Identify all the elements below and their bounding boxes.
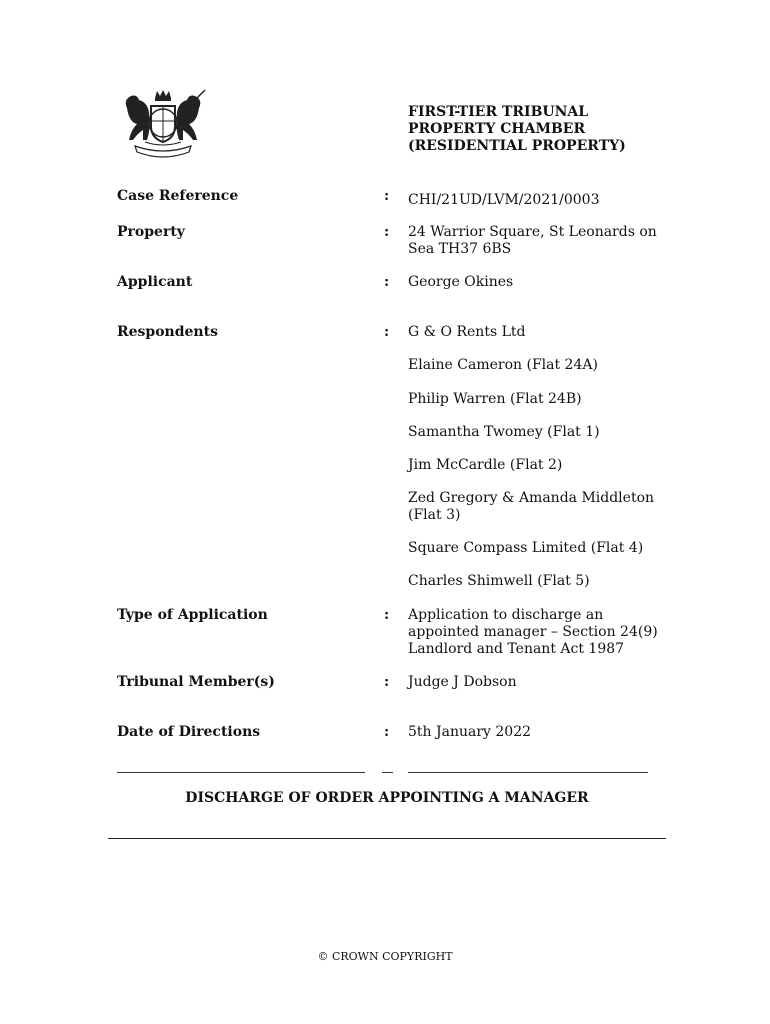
- respondent-item: G & O Rents Ltd: [408, 324, 526, 340]
- tribunal-title-line: (RESIDENTIAL PROPERTY): [408, 138, 626, 154]
- colon: :: [384, 674, 390, 690]
- respondent-item: Samantha Twomey (Flat 1): [408, 424, 600, 440]
- type-of-application-label: Type of Application: [117, 607, 268, 623]
- type-of-application-line: appointed manager – Section 24(9): [408, 624, 658, 640]
- respondent-item-line: (Flat 3): [408, 507, 461, 523]
- horizontal-rule: [108, 838, 666, 839]
- tribunal-title-line: FIRST-TIER TRIBUNAL: [408, 104, 589, 120]
- respondent-item: Charles Shimwell (Flat 5): [408, 573, 590, 589]
- property-value-line: 24 Warrior Square, St Leonards on: [408, 224, 657, 240]
- tribunal-members-label: Tribunal Member(s): [117, 674, 275, 690]
- colon: :: [384, 607, 390, 623]
- respondents-label: Respondents: [117, 324, 218, 340]
- applicant-value: George Okines: [408, 274, 514, 290]
- type-of-application-line: Landlord and Tenant Act 1987: [408, 641, 625, 657]
- tribunal-members-value: Judge J Dobson: [408, 674, 517, 690]
- colon: :: [384, 724, 390, 740]
- date-of-directions-label: Date of Directions: [117, 724, 261, 740]
- type-of-application-value: [408, 607, 668, 658]
- separator-line: [117, 772, 365, 773]
- document-heading: DISCHARGE OF ORDER APPOINTING A MANAGER: [185, 790, 589, 806]
- crown-copyright: © CROWN COPYRIGHT: [317, 950, 453, 963]
- property-value-line: Sea TH37 6BS: [408, 241, 512, 257]
- type-of-application-line: Application to discharge an: [408, 607, 604, 623]
- case-reference-value: CHI/21UD/LVM/2021/0003: [408, 192, 600, 208]
- colon: :: [384, 224, 390, 240]
- separator-line: [408, 772, 648, 773]
- respondent-item: Square Compass Limited (Flat 4): [408, 540, 644, 556]
- royal-coat-of-arms-icon: [117, 88, 209, 162]
- property-label: Property: [117, 224, 185, 240]
- respondent-item: Elaine Cameron (Flat 24A): [408, 357, 598, 373]
- colon: :: [384, 188, 390, 204]
- date-of-directions-value: 5th January 2022: [408, 724, 532, 740]
- property-value: [408, 224, 658, 258]
- case-reference-label: Case Reference: [117, 188, 239, 204]
- separator-line: [382, 772, 393, 773]
- applicant-label: Applicant: [117, 274, 193, 290]
- respondent-item: [408, 490, 668, 524]
- tribunal-title-line: PROPERTY CHAMBER: [408, 121, 586, 137]
- respondent-item-line: Zed Gregory & Amanda Middleton: [408, 490, 655, 506]
- tribunal-title: [408, 104, 728, 155]
- respondent-item: Jim McCardle (Flat 2): [408, 457, 563, 473]
- respondent-item: Philip Warren (Flat 24B): [408, 391, 582, 407]
- colon: :: [384, 274, 390, 290]
- colon: :: [384, 324, 390, 340]
